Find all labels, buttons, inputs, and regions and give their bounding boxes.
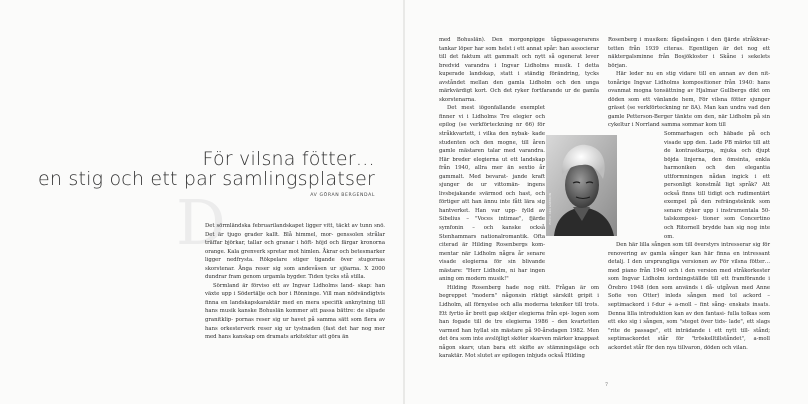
paragraph: Hilding Rosenberg hade nog rätt. Frågan är om begreppet "modern" någonsin riktigt särskilt gripit i Lidholm, all förnyelse och alla moderna tekniker till trots. Ett fyrtio år brett gap skiljer elegierna från epi- logen som han fogade till de tre elegierna 1986 – den kvartetten varmed han hyllat sin mästare på 90-årsdagen 1982. Men det öra som inte avslöjligt sköter skarven märker knappast någon skarv, utan bara ett skifte av stämningsläge och karaktär. Mot slutet av epilogen inbjuds också Hilding bbox=[439, 284, 599, 360]
paragraph: Sommarhagen och häbade på och visade upp den. Lade PB märke till att de kontrastkarpa, mjuka och djupt böjda linjerna, den ömsinta, enkla harmoniken och den elegantia uttformningen nådan ingick i ett personligt konstmål ligt språk? Att också finns till tidigt och rudimentärt exempel på den refrängsteknik som senare dyker upp i instrumentala 50-talskomposi- tioner som Concertino och Ritornell brydde han sig nog inte om. bbox=[664, 131, 770, 240]
body-column-2 bbox=[608, 36, 770, 352]
article-title: För vilsna fötter… bbox=[202, 148, 375, 170]
page-number: 7 bbox=[605, 383, 608, 388]
paragraph: Det mest iögonfallande exemplet finner vi i Lidholms Tre elegier och epilog (se verkförteckning nr 66) för stråkkvartett, i vilka den nybak- kade studenten och den mogne, till åren gamle mästaren talar med varandra. Här breder elegierna ut ett landskap från 1940, allra mer än sextio år gammalt. Med bevarat- jande kraft sjunger de ur vittomän- ingens livsbejakande svärmod och hast, och förtiger att han ännu inte fått lära sig hantverket. Han var upp- fylld av Sibelius – "Voces intimae", fjärde symfonin – och kanske också Stenhammars nationalromantik. Ofta citerad är Hilding Rosenbergs kom- mentar när Lidholm några år senare visade elegierna för sin blivande mästare: "Herr Lidholm, ni har ingen aning om modern musik!" bbox=[439, 105, 545, 283]
photo-credit: FOTO: ÅKA LARSSON bbox=[548, 193, 552, 225]
paragraph: med Bohuslän). Den morgonpigge tågpassagerarens tankar löper har som helst i ett annat spår: han associerar till det faktum att gammalt och nytt så ogenerat lever bredvid varandra i Ingvar Lidholms musik. I detta kuperade landskap, statt i ständig förändring, tycks avståndet mellan den gamla Lidholm och den unga märkvärdigt kort. Och det ryker fortfarande ur de gamla skorstenarna. bbox=[439, 37, 599, 103]
paragraph: Här leder nu en stig vidare till en annan av den nit- tonårige Ingvar Lidholms kompositioner från 1940: hans ovanmat mogna tonsättning av Hjalmar Gullbergs dikt om döden som ett vänlande hem, För vilsna fötter sjunger gräset (se verkförteckning nr 8A). Man kan undra vad den gamle Petterson-Berger tänkte om den, när Lidholm på sin cykeltur i Norrland samma sommar kom till bbox=[608, 71, 770, 129]
portrait-image bbox=[546, 135, 617, 236]
article-subtitle: en stig och ett par samlingsplatser bbox=[38, 168, 375, 190]
drop-cap: D bbox=[176, 186, 226, 259]
right-page bbox=[405, 0, 808, 404]
portrait-photo bbox=[546, 135, 617, 236]
paragraph: Rosenberg i musiken: fågelsången i den fjärde stråkkvar- tetten från 1939 citeras. Egentligen är det nog ett näktergalsminne från Bosjökloster i Skåne i sekelets början. bbox=[608, 37, 770, 69]
byline: AV GÖRAN BERGENDAL bbox=[310, 193, 375, 198]
paragraph: Det sörmländska februarilandskapet ligger vitt, täckt av tunn snö. Det är tjugo grader kallt. Blå himmel, mor- genssolen strålar träffar björkar, tallar och granar i höft- höjd och färgar kronorna orange. Kala grenverk spretar mot himlen. Åkrar och betesmarker ligger nedfrysta. Rökpelare stiger tigande över stugornas skorstenar. Ånga reser sig som andevåsen ur sjöarna. X 2000 dundrar fram genom urgamla bygder. Tiden tycks stå stilla. bbox=[205, 223, 385, 281]
paragraph: Den här lilla sången som till överstyrs intresserar sig för renovering av gamla sånger kan här finna en intressant detalj. I den ursprungliga versionen av För vilsna fötter… med piano från 1940 och i den version med stråkorkester som Ingvar Lidholm iordningställde till ett framförande i Örebro 1948 (den som används i då- utgåvan med Anne Sofie von Otter) inleds sången med tol ackord – septimackord i f-dur + a-moll – fint sång- enskats insats. Denna lilla introduktion kan av den fantasi- fulla tolkas som ett eko sig i sången, som "steget över tids- lade", ett slags "rite de passage", ett inträdande i ett nytt till- stånd; septimackordet står för "tröskelltillståndet", a-moll ackordet står för den nya tillvaron, döden och vilan. bbox=[608, 242, 770, 351]
body-column-left bbox=[205, 222, 385, 342]
left-page bbox=[0, 0, 403, 404]
paragraph: Sörmland är förviso ett av Ingvar Lidholms land- skap: han växte upp i Södertälje och bor i Rönninge. Vill man nödvändigtvis finna en landskapskaraktär med en mera specifik anknytning till hans musik kanske Bohuslän kommer att passa bättre: de slipade granitklip- pornas reser sig ur havet på samma sätt som flera av hans orkesterverk reser sig ur tystnaden (fast det har nog mer med hans kanskap om dramats arkitektur att göra än bbox=[205, 282, 385, 341]
